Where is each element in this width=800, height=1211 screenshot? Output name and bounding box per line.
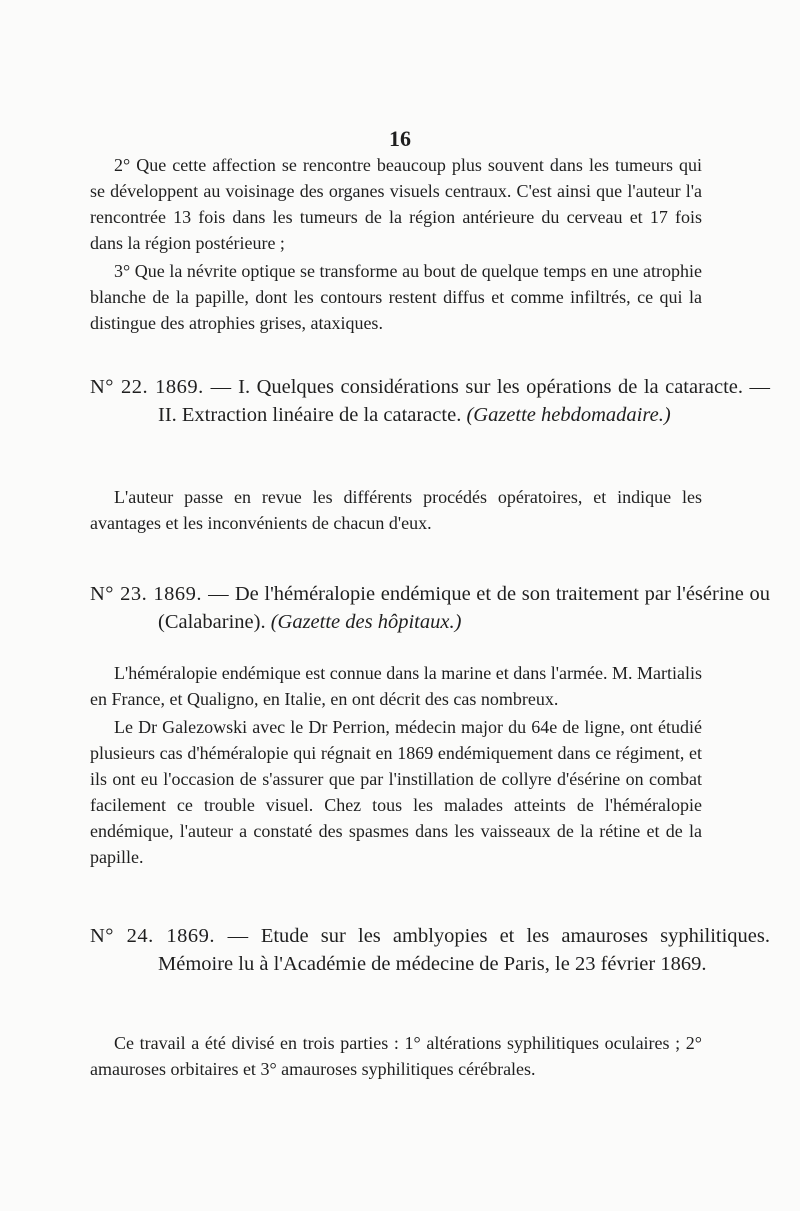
intro-paragraph-2: 3° Que la névrite optique se transforme au bout de quelque temps en une atrophie blanche de la papille, dont les contours restent diffus et comme infiltrés, ce qui la distingue des atrophies grises, ataxiques.: [90, 261, 702, 333]
entry-24-heading: [90, 922, 770, 978]
page-number: 16: [389, 126, 411, 151]
entry-23-source: (Gazette des hôpitaux.): [270, 611, 462, 633]
entry-22-number: N° 22. 1869. —: [90, 376, 232, 398]
entry-23-paragraph-1: L'héméralopie endémique est connue dans la marine et dans l'armée. M. Martialis en France, et Qualigno, en Italie, en ont décrit des cas nombreux.: [90, 663, 702, 709]
entry-22-body: [90, 484, 702, 536]
entry-24-paragraph-1: Ce travail a été divisé en trois parties : 1° altérations syphilitiques oculaires ; 2° amauroses orbitaires et 3° amauroses syphilitiques cérébrales.: [90, 1033, 702, 1079]
entry-23-heading: [90, 580, 770, 636]
entry-23-number: N° 23. 1869. —: [90, 583, 230, 605]
entry-22-heading: [90, 373, 770, 429]
entry-22-paragraph-1: L'auteur passe en revue les différents procédés opératoires, et indique les avantages et les inconvénients de chacun d'eux.: [90, 487, 702, 533]
entry-23-paragraph-2: Le Dr Galezowski avec le Dr Perrion, médecin major du 64e de ligne, ont étudié plusieurs cas d'héméralopie qui régnait en 1869 endémiquement dans ce régiment, et ils ont eu l'occasion de s'assurer que par l'instillation de collyre d'ésérine on combat facilement ce trouble visuel. Chez tous les malades atteints de l'héméralopie endémique, l'auteur a constaté des spasmes dans les vaisseaux de la rétine et de la papille.: [90, 717, 702, 867]
intro-text: [90, 152, 702, 336]
entry-23-title: De l'héméralopie endémique et de son traitement par l'ésérine ou (Calabarine).: [158, 583, 771, 633]
entry-24-title: Etude sur les amblyopies et les amauroses syphilitiques. Mémoire lu à l'Académie de médecine de Paris, le 23 février 1869.: [158, 925, 771, 975]
entry-24-number: N° 24. 1869. —: [90, 925, 249, 947]
entry-23-body: [90, 660, 702, 870]
intro-paragraph-1: 2° Que cette affection se rencontre beaucoup plus souvent dans les tumeurs qui se développent au voisinage des organes visuels centraux. C'est ainsi que l'auteur l'a rencontrée 13 fois dans les tumeurs de la région antérieure du cerveau et 17 fois dans la région postérieure ;: [90, 155, 702, 253]
entry-22-title: I. Quelques considérations sur les opérations de la cataracte. — II. Extraction linéaire de la cataracte.: [158, 376, 770, 426]
entry-22-source: (Gazette hebdomadaire.): [466, 404, 671, 426]
entry-24-body: [90, 1030, 702, 1082]
